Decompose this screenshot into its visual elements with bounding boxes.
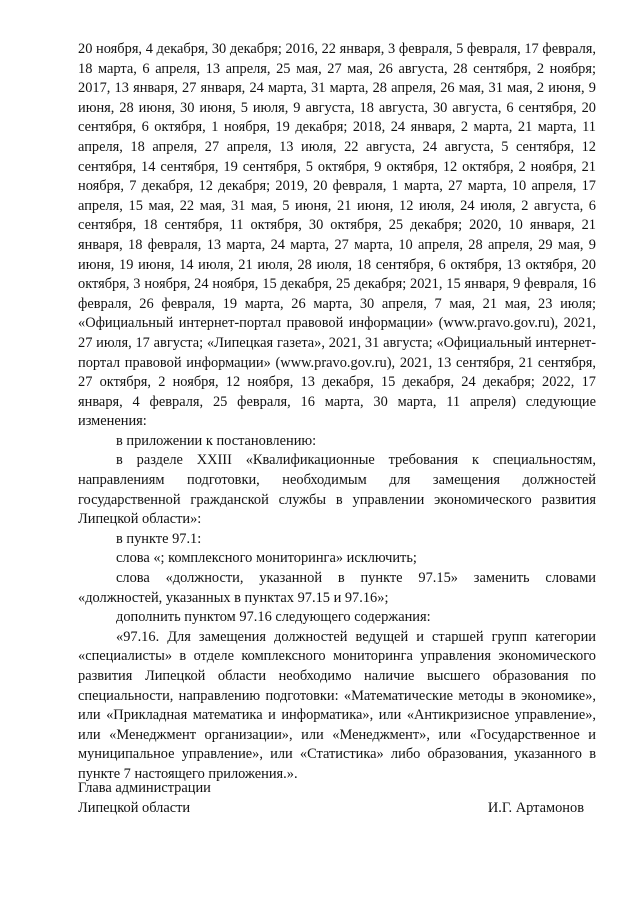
- paragraph-section-xxiii: в разделе XXIII «Квалификационные требования к специальностям, направлениям подготовки, необходимым для замещения должностей государственной гражданской службы в управлении экономического развития Липецкой области»:: [78, 452, 596, 528]
- signature-title-line1: Глава администрации: [78, 780, 211, 796]
- intro-paragraph: 20 ноября, 4 декабря, 30 декабря; 2016, 22 января, 3 февраля, 5 февраля, 17 февраля, 18 марта, 6 апреля, 13 апреля, 25 мая, 27 мая, 26 августа, 28 сентября, 2 ноября; 2017, 13 января, 27 января, 24 марта, 31 марта, 28 апреля, 26 мая, 31 мая, 2 июня, 9 июня, 28 июня, 30 июня, 5 июля, 9 августа, 18 августа, 30 августа, 6 сентября, 20 сентября, 6 октября, 1 ноября, 19 декабря; 2018, 24 января, 2 марта, 21 марта, 11 апреля, 18 апреля, 27 апреля, 13 июля, 22 августа, 24 августа, 5 сентября, 12 сентября, 14 сентября, 19 сентября, 5 октября, 9 октября, 12 октября, 2 ноября, 21 ноября, 7 декабря, 12 декабря; 2019, 20 февраля, 1 марта, 27 марта, 10 апреля, 17 апреля, 15 мая, 22 мая, 31 мая, 5 июня, 21 июня, 12 июля, 24 июля, 2 августа, 6 сентября, 18 сентября, 11 октября, 30 октября, 25 декабря; 2020, 10 января, 21 января, 18 февраля, 13 марта, 24 марта, 27 марта, 10 апреля, 28 апреля, 29 мая, 9 июня, 19 июня, 14 июля, 21 июля, 28 июля, 18 сентября, 6 октября, 13 октября, 20 октября, 3 ноября, 24 ноября, 15 декабря, 25 декабря; 2021, 15 января, 9 февраля, 16 февраля, 26 февраля, 19 марта, 26 марта, 30 апреля, 7 мая, 21 мая, 23 июля; «Официальный интернет-портал правовой информации» (www.pravo.gov.ru), 2021, 27 июля, 17 августа; «Липецкая газета», 2021, 31 августа; «Официальный интернет-портал правовой информации» (www.pravo.gov.ru), 2021, 13 сентября, 21 сентября, 27 октября, 2 ноября, 12 ноября, 13 декабря, 15 декабря, 24 декабря; 2022, 17 января, 4 февраля, 25 февраля, 16 марта, 30 марта, 11 апреля) следующие изменения:: [78, 41, 596, 430]
- paragraph-exclude-words: слова «; комплексного мониторинга» исключить;: [116, 550, 417, 567]
- signatory-name: И.Г. Артамонов: [487, 799, 584, 816]
- paragraph-add-item: дополнить пунктом 97.16 следующего содержания:: [116, 609, 431, 626]
- document-body: [78, 40, 596, 785]
- signature-block: [78, 779, 596, 818]
- signature-row: [78, 799, 596, 819]
- paragraph-item-97-1: в пункте 97.1:: [116, 530, 202, 547]
- signature-title-line2: Липецкой области: [78, 799, 191, 816]
- paragraph-replace-words: слова «должности, указанной в пункте 97.15» заменить словами «должностей, указанных в пунктах 97.15 и 97.16»;: [78, 570, 596, 606]
- paragraph-item-97-16: «97.16. Для замещения должностей ведущей и старшей групп категории «специалисты» в отделе комплексного мониторинга управления экономического развития Липецкой области необходимо наличие высшего образования по специальности, направлению подготовки: «Математические методы в экономике», или «Прикладная математика и информатика», или «Антикризисное управление», или «Менеджмент организации», или «Менеджмент», или «Государственное и муниципальное управление», или «Статистика» либо образования, указанного в пункте 7 настоящего приложения.».: [78, 628, 596, 782]
- paragraph-appendix: в приложении к постановлению:: [116, 432, 317, 449]
